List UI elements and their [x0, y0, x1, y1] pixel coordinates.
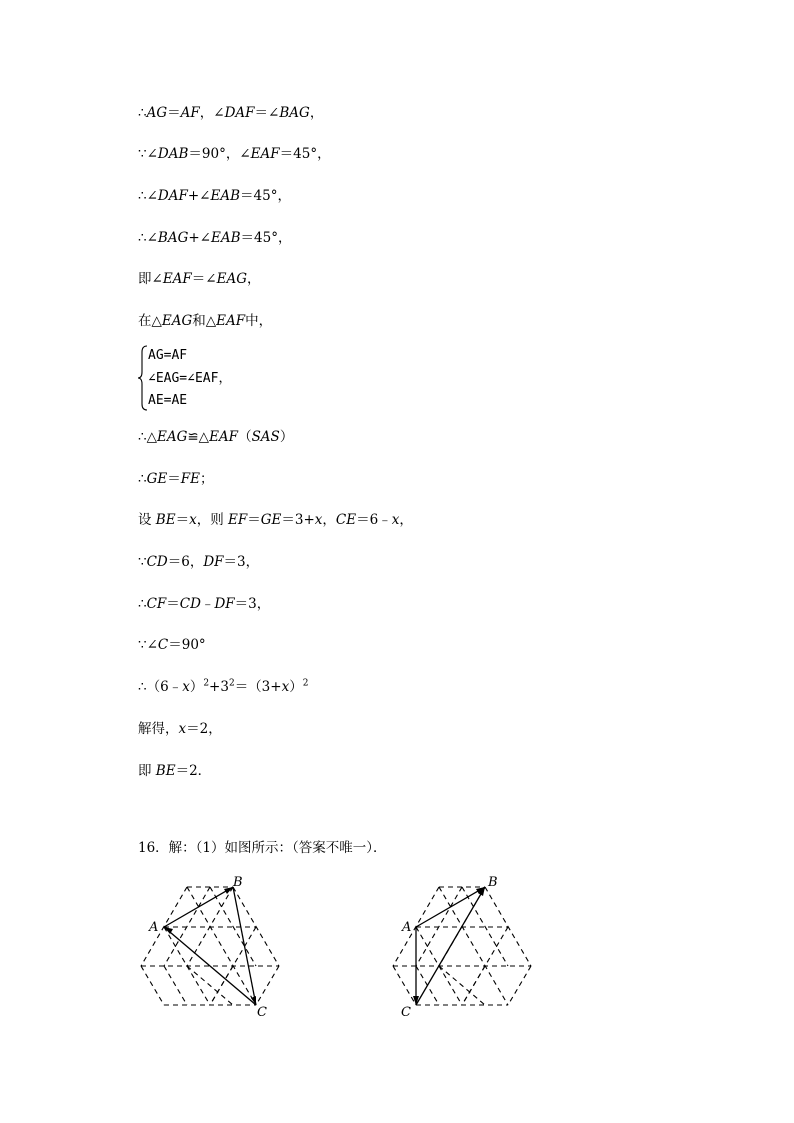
l5-part-0: 即∠	[138, 271, 163, 287]
l4-part-3: EAB	[211, 230, 241, 246]
l9-part-5: EF	[228, 512, 248, 528]
l3-part-3: EAB	[210, 188, 241, 204]
l12-part-2: ＝90°	[168, 637, 206, 653]
l2	[138, 145, 331, 163]
figure-left	[130, 872, 290, 1026]
l13-part-8: ）	[289, 679, 303, 695]
l14	[138, 720, 222, 738]
l13-part-7: x	[281, 679, 290, 695]
l4-part-4: ＝45°，	[240, 230, 292, 246]
left-brace-icon	[138, 345, 148, 411]
l1-part-6: ＝∠	[254, 105, 280, 121]
l1	[138, 104, 323, 122]
l15-part-1: BE	[155, 763, 176, 779]
l1-part-5: DAF	[224, 105, 255, 121]
l6-part-3: EAF	[216, 313, 246, 329]
l12	[138, 636, 206, 654]
l7-part-2: ≌△	[187, 429, 210, 445]
l10-part-2: ＝6，	[167, 554, 204, 570]
l1-part-1: AG	[146, 105, 168, 121]
hex-grid-left	[130, 872, 290, 1022]
l11-part-5: DF	[214, 596, 235, 612]
l13-part-1: x	[182, 679, 190, 695]
l11-part-3: CD	[179, 596, 201, 612]
l5	[138, 270, 261, 288]
l15-part-0: 即	[138, 763, 156, 779]
l5-part-4: ，	[247, 271, 261, 287]
l5-part-1: EAF	[162, 271, 192, 287]
l2-part-1: DAB	[157, 146, 189, 162]
l6-part-2: 和△	[192, 313, 217, 329]
label-c-right: C	[401, 1005, 411, 1020]
l3-part-4: ＝45°，	[240, 188, 291, 204]
triangle-right	[416, 887, 485, 1005]
l8-part-4: ；	[199, 471, 214, 487]
equation-system	[138, 345, 298, 411]
l16-part-0: 16．解：（1）如图所示：（答案不唯一）．	[138, 840, 387, 856]
l5-part-3: EAG	[216, 271, 247, 287]
l15-part-2: ＝2．	[175, 763, 212, 779]
label-a-left: A	[149, 920, 159, 935]
l1-part-3: AF	[180, 105, 200, 121]
l10-part-1: CD	[146, 554, 168, 570]
l13-part-5: 2	[228, 678, 235, 689]
l9-part-14: ，	[399, 512, 413, 528]
l3-part-0: ∴∠	[138, 188, 158, 204]
l9-part-7: GE	[260, 512, 282, 528]
l7-part-0: ∴△	[138, 429, 157, 445]
l9-part-0: 设	[138, 512, 156, 528]
l8-part-3: FE	[180, 471, 200, 487]
triangle-left	[164, 887, 256, 1005]
label-b-left: B	[233, 875, 243, 890]
l6	[138, 312, 272, 330]
grid-lines-right	[393, 887, 531, 1005]
l9-part-9: x	[314, 512, 323, 528]
label-c-left: C	[257, 1005, 267, 1020]
l4-part-0: ∴∠	[138, 230, 158, 246]
l14-part-0: 解得，	[138, 721, 179, 737]
l13-part-4: +3	[209, 679, 229, 695]
l9-part-11: CE	[335, 512, 357, 528]
l2-part-4: ＝45°，	[279, 146, 331, 162]
l9-part-3: x	[189, 512, 197, 528]
l4	[138, 229, 291, 247]
l9-part-13: x	[391, 512, 400, 528]
l10-part-4: ＝3，	[223, 554, 260, 570]
l12-part-1: C	[157, 637, 169, 653]
l4-part-2: +∠	[188, 230, 211, 246]
l13-part-2: ）	[189, 679, 204, 695]
l11-part-0: ∴	[138, 596, 147, 612]
label-a-right: A	[402, 920, 412, 935]
l1-part-4: ，∠	[199, 105, 225, 121]
l13	[138, 678, 308, 696]
l9-part-2: ＝	[175, 512, 190, 528]
l6-part-0: 在△	[138, 313, 162, 329]
l2-part-3: EAF	[250, 146, 280, 162]
l13-part-0: ∴（6﹣	[138, 679, 183, 695]
l11-part-6: ＝3，	[234, 596, 271, 612]
l1-part-0: ∴	[138, 105, 147, 121]
l9	[138, 511, 413, 529]
l7-part-3: EAF	[209, 429, 239, 445]
l16	[138, 839, 387, 857]
grid-lines-left	[141, 887, 279, 1005]
l1-part-2: ＝	[167, 105, 181, 121]
l3	[138, 187, 291, 205]
l9-part-8: ＝3+	[281, 512, 315, 528]
arrow-heads-left	[164, 887, 256, 1005]
l9-part-12: ＝6﹣	[356, 512, 392, 528]
l4-part-1: BAG	[157, 230, 189, 246]
l8	[138, 470, 213, 488]
l15	[138, 762, 211, 780]
l3-part-2: +∠	[187, 188, 211, 204]
l10-part-0: ∵	[138, 554, 147, 570]
l5-part-2: ＝∠	[191, 271, 217, 287]
l11-part-2: ＝	[166, 596, 180, 612]
l14-part-2: ＝2，	[186, 721, 222, 737]
l1-part-8: ，	[309, 105, 324, 121]
l7	[138, 428, 293, 446]
l6-part-4: 中，	[245, 313, 273, 329]
l13-part-3: 2	[203, 678, 210, 689]
hex-grid-right	[383, 872, 543, 1022]
figure-right	[383, 872, 543, 1026]
l11	[138, 595, 270, 613]
l9-part-1: BE	[155, 512, 176, 528]
l14-part-1: x	[178, 721, 187, 737]
l2-part-0: ∵∠	[138, 146, 158, 162]
l8-part-1: GE	[146, 471, 168, 487]
system-row-2: ∠EAG=∠EAF，	[148, 371, 232, 386]
l1-part-7: BAG	[279, 105, 310, 121]
label-b-right: B	[488, 875, 498, 890]
system-row-1: AG=AF	[148, 348, 188, 363]
l10	[138, 553, 259, 571]
l7-part-4: （	[238, 429, 252, 445]
l3-part-1: DAF	[157, 188, 188, 204]
l12-part-0: ∵∠	[138, 637, 158, 653]
l9-part-6: ＝	[247, 512, 261, 528]
l9-part-10: ，	[322, 512, 336, 528]
l7-part-1: EAG	[156, 429, 188, 445]
l8-part-2: ＝	[167, 471, 181, 487]
l13-part-6: ＝（3+	[234, 679, 282, 695]
l2-part-2: ＝90°，∠	[188, 146, 251, 162]
system-row-3: AE=AE	[148, 393, 188, 408]
l11-part-1: CF	[146, 596, 167, 612]
l6-part-1: EAG	[161, 313, 193, 329]
l13-part-9: 2	[302, 678, 309, 689]
l8-part-0: ∴	[138, 471, 147, 487]
l7-part-5: SAS	[251, 429, 280, 445]
l7-part-6: ）	[279, 429, 294, 445]
l10-part-3: DF	[203, 554, 224, 570]
l9-part-4: ，则	[196, 512, 228, 528]
l11-part-4: ﹣	[200, 596, 215, 612]
